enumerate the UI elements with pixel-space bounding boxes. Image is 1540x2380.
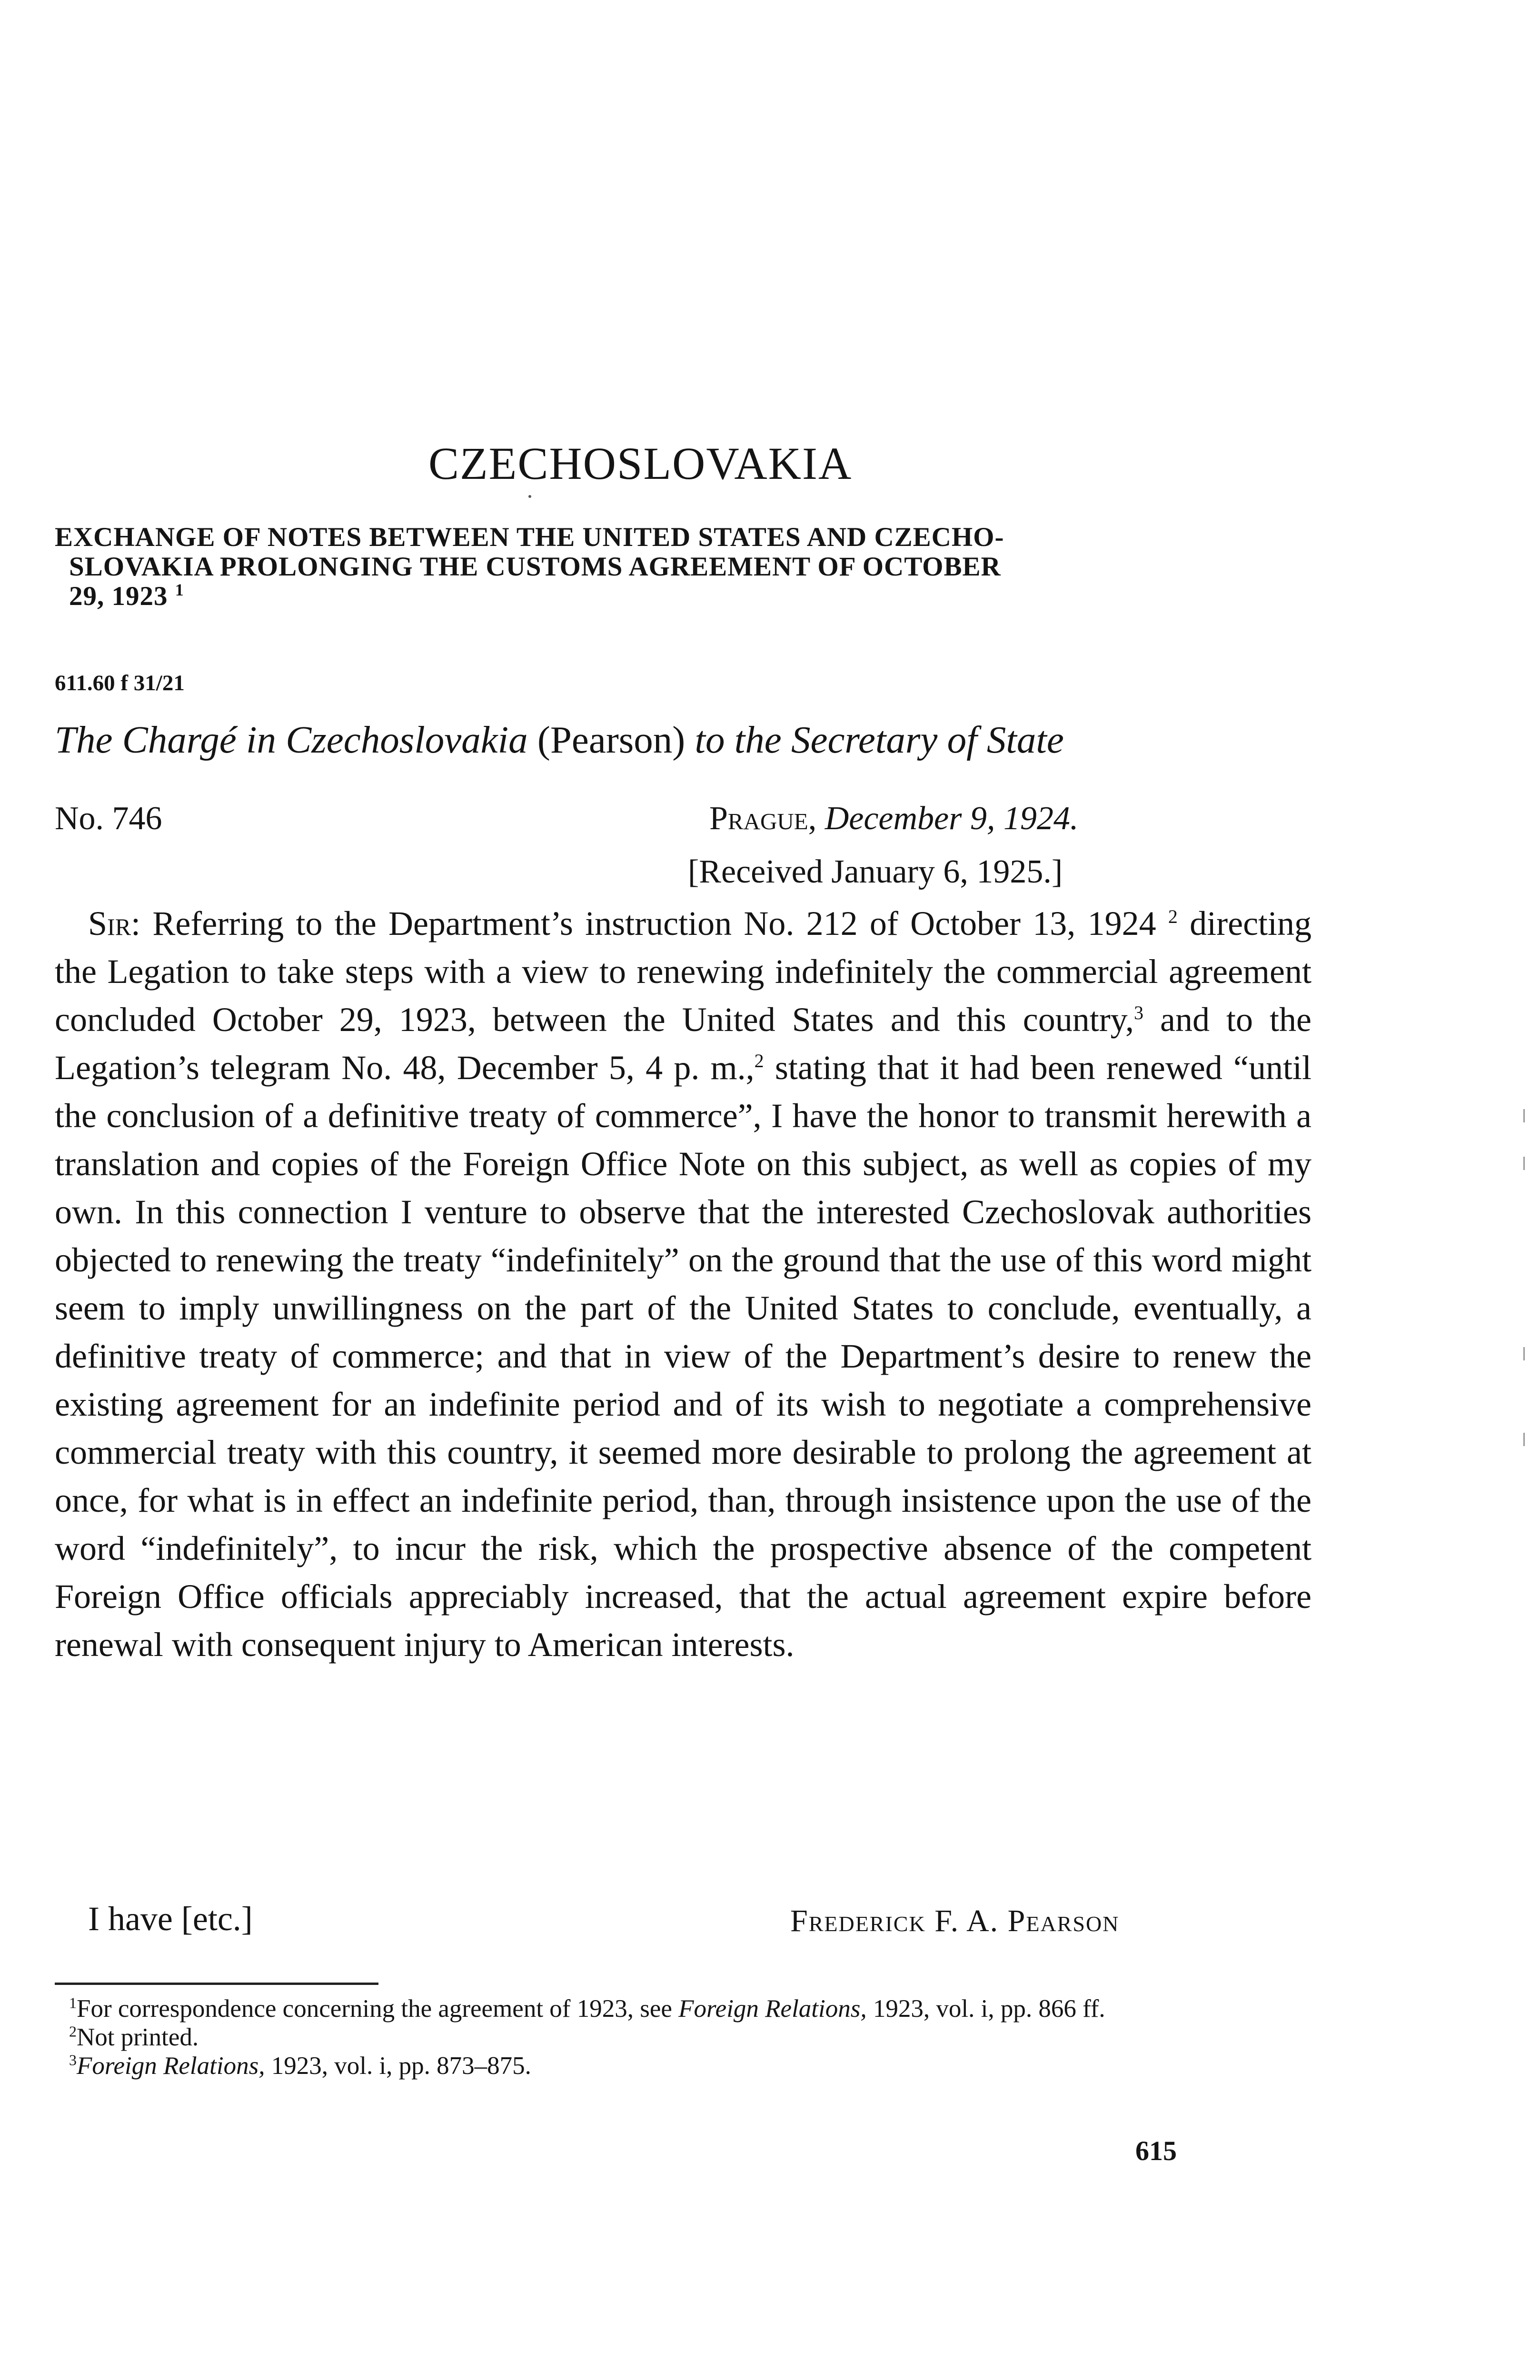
file-number: 611.60 f 31/21: [55, 671, 185, 695]
date: December 9, 1924.: [825, 800, 1079, 837]
signature: Frederick F. A. Pearson: [790, 1904, 1120, 1938]
footnote-ref-2a: 2: [1168, 906, 1178, 927]
margin-mark: [1523, 1109, 1525, 1122]
footnote-3-italic: Foreign Relations,: [77, 2052, 265, 2080]
body-text-4: stating that it had been renewed “until the conclusion of a definitive treaty of commerce”, I have the honor to transmit herewith a translation and copies of the Foreign Office Note on this subject, as well as copies of my own. In this connection I venture to observe that the interested Czechoslovak authorities objected to renewing the treaty “indefinitely” on the ground that the use of this word might seem to imply unwillingness on the part of the United States to conclude, eventually, a definitive treaty of commerce; and that in view of the Department’s desire to renew the existing agreement for an indefinite period and of its wish to negotiate a comprehensive commercial treaty with this country, it seemed more desirable to prolong the agreement at once, for what is in effect an indefinite period, than, through insistence upon the use of the word “indefinitely”, to incur the risk, which the prospective absence of the competent Foreign Office officials appreciably increased, that the actual agreement expire before renewal with consequent injury to American interests.: [55, 1049, 1311, 1664]
margin-mark: [1523, 1347, 1525, 1360]
heading-line-2: SLOVAKIA PROLONGING THE CUSTOMS AGREEMENT OF OCTOBER: [69, 552, 1001, 582]
footnote-ref-3: 3: [1134, 1002, 1144, 1023]
closing: [55, 1899, 1311, 1947]
letter-body: [55, 900, 1311, 1669]
dateline: [55, 800, 1316, 843]
place: Prague,: [709, 800, 817, 837]
footnote-3-rest: 1923, vol. i, pp. 873–875.: [271, 2052, 531, 2080]
closing-text: I have [etc.]: [88, 1900, 253, 1938]
margin-mark: [1523, 1433, 1525, 1446]
margin-mark: [1523, 1157, 1525, 1170]
footnote-2: [55, 2023, 1311, 2052]
footnote-2-text: Not printed.: [77, 2023, 199, 2051]
heading-line-1: EXCHANGE OF NOTES BETWEEN THE UNITED STATES AND CZECHO-: [55, 522, 1004, 552]
section-heading: [55, 523, 1340, 611]
body-text-2: directing the Legation to take steps with a view to renewing indefinitely the commercial agreement concluded October 29, 1923, between the United States and this country,: [55, 904, 1312, 1039]
footnote-divider: [55, 1983, 378, 1985]
footnote-1: [55, 1994, 1311, 2023]
page-number: 615: [1135, 2135, 1177, 2166]
title-author: (Pearson): [537, 718, 686, 761]
body-text-1: Referring to the Department’s instruction No. 212 of October 13, 1924: [152, 904, 1156, 942]
footnote-3: [55, 2052, 1311, 2080]
footnote-1-italic: Foreign Relations,: [678, 1995, 867, 2023]
heading-footnote-ref: 1: [175, 580, 184, 599]
footnote-2-number: 2: [69, 2023, 77, 2040]
country-heading: CZECHOSLOVAKIA: [428, 438, 853, 489]
footnote-1-text: For correspondence concerning the agreement of 1923, see: [77, 1995, 672, 2023]
footnote-3-number: 3: [69, 2051, 77, 2069]
received-date: [Received January 6, 1925.]: [688, 853, 1063, 890]
body-text-3: and to the Legation’s telegram No. 48, December 5, 4 p. m.,: [55, 1001, 1312, 1087]
scan-speck: [528, 495, 531, 498]
title-part-1: The Chargé in Czechoslovakia: [55, 718, 528, 761]
document-number: No. 746: [55, 800, 162, 837]
salutation: Sir:: [88, 904, 141, 942]
heading-line-3-text: 29, 1923: [69, 581, 168, 611]
document-title: [55, 718, 1316, 762]
title-part-2: to the Secretary of State: [695, 718, 1064, 761]
footnote-ref-2b: 2: [754, 1050, 764, 1071]
footnotes: [55, 1994, 1311, 2080]
footnote-1-number: 1: [69, 1994, 77, 2012]
heading-line-3: [55, 582, 1340, 611]
place-date: [709, 800, 1078, 838]
footnote-1-rest: 1923, vol. i, pp. 866 ff.: [873, 1995, 1105, 2023]
